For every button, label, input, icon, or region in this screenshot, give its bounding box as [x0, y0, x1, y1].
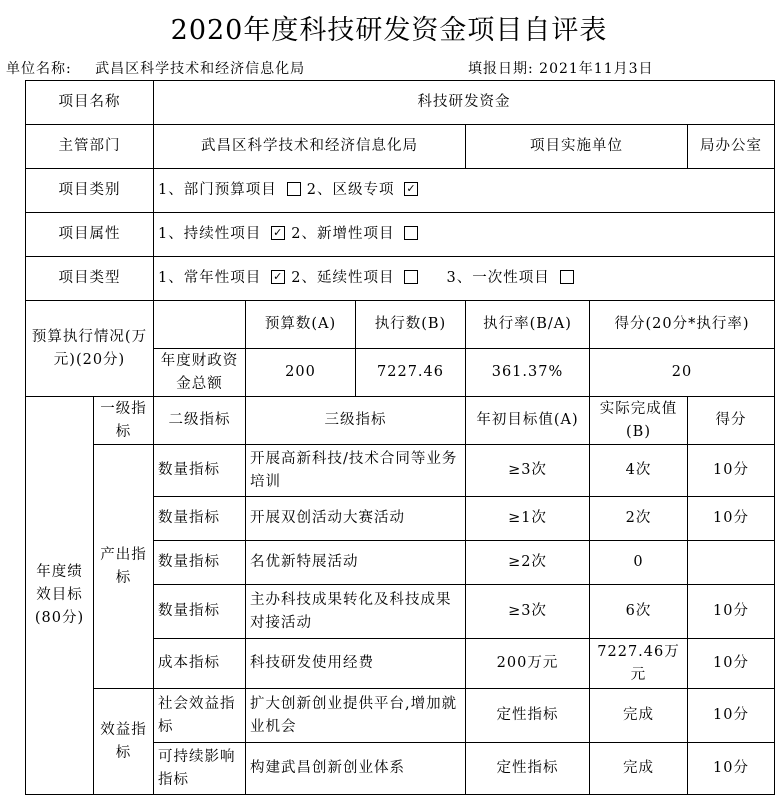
category-opt1: 1、部门预算项目	[158, 182, 277, 198]
h-level1: 一级指标	[94, 397, 154, 445]
budget-value: 200	[246, 349, 356, 397]
col-rate: 执行率(B/A)	[466, 301, 590, 349]
group-effect: 效益指标	[94, 689, 154, 795]
h-level3: 三级指标	[246, 397, 466, 445]
h-actual: 实际完成值(B)	[590, 397, 688, 445]
checkbox-icon[interactable]	[287, 182, 301, 196]
perf-section-label: 年度绩效目标(80分)	[26, 397, 94, 795]
l2-cell: 数量指标	[154, 541, 246, 585]
l3-cell: 构建武昌创新创业体系	[246, 743, 466, 795]
actual-cell: 4次	[590, 445, 688, 497]
l2-cell: 成本指标	[154, 639, 246, 689]
score-cell: 10分	[688, 445, 775, 497]
checkbox-icon[interactable]	[404, 270, 418, 284]
attr-label: 项目属性	[26, 213, 154, 257]
rate-value: 361.37%	[466, 349, 590, 397]
attr-opt1: 1、持续性项目	[158, 226, 262, 242]
category-label: 项目类别	[26, 169, 154, 213]
score-cell: 10分	[688, 743, 775, 795]
h-level2: 二级指标	[154, 397, 246, 445]
project-name-value: 科技研发资金	[154, 81, 775, 125]
target-cell: 定性指标	[466, 743, 590, 795]
type-opt1: 1、常年性项目	[158, 270, 262, 286]
target-cell: 200万元	[466, 639, 590, 689]
l3-cell: 扩大创新创业提供平台,增加就业机会	[246, 689, 466, 743]
unit-value: 武昌区科学技术和经济信息化局	[95, 61, 306, 77]
unit-name	[6, 58, 305, 78]
l3-cell: 名优新特展活动	[246, 541, 466, 585]
checkbox-checked-icon[interactable]: ✓	[406, 182, 417, 195]
target-cell: ≥3次	[466, 445, 590, 497]
score-value: 20	[590, 349, 775, 397]
h-score: 得分	[688, 397, 775, 445]
category-options	[154, 169, 775, 213]
h-target: 年初目标值(A)	[466, 397, 590, 445]
attr-options	[154, 213, 775, 257]
target-cell: ≥3次	[466, 585, 590, 639]
type-opt3: 3、一次性项目	[446, 270, 550, 286]
checkbox-icon[interactable]	[560, 270, 574, 284]
row-perf-header	[26, 397, 775, 445]
type-options	[154, 257, 775, 301]
l3-cell: 开展双创活动大赛活动	[246, 497, 466, 541]
category-opt2: 2、区级专项	[306, 182, 395, 198]
score-cell: 10分	[688, 689, 775, 743]
checkbox-checked-icon[interactable]: ✓	[273, 270, 284, 283]
table-row	[26, 689, 775, 743]
actual-cell: 2次	[590, 497, 688, 541]
l2-cell: 社会效益指标	[154, 689, 246, 743]
score-cell: 10分	[688, 639, 775, 689]
project-name-label: 项目名称	[26, 81, 154, 125]
score-cell	[688, 541, 775, 585]
checkbox-checked-icon[interactable]: ✓	[273, 226, 284, 239]
type-label: 项目类型	[26, 257, 154, 301]
col-budget: 预算数(A)	[246, 301, 356, 349]
actual-cell: 完成	[590, 689, 688, 743]
budget-blank	[154, 301, 246, 349]
row-category	[26, 169, 775, 213]
actual-cell: 7227.46万元	[590, 639, 688, 689]
date-label: 填报日期:	[468, 61, 534, 77]
row-department	[26, 125, 775, 169]
group-output: 产出指标	[94, 445, 154, 689]
table-row	[26, 445, 775, 497]
row-attribute	[26, 213, 775, 257]
fill-date	[468, 58, 654, 78]
budget-row-label: 年度财政资金总额	[154, 349, 246, 397]
attr-opt2: 2、新增性项目	[291, 226, 395, 242]
dept-label: 主管部门	[26, 125, 154, 169]
type-opt2: 2、延续性项目	[291, 270, 395, 286]
checkbox-icon[interactable]	[404, 226, 418, 240]
actual-cell: 6次	[590, 585, 688, 639]
exec-value: 7227.46	[356, 349, 466, 397]
dept-value: 武昌区科学技术和经济信息化局	[154, 125, 466, 169]
page-title: 2020年度科技研发资金项目自评表	[170, 15, 608, 46]
col-score: 得分(20分*执行率)	[590, 301, 775, 349]
actual-cell: 完成	[590, 743, 688, 795]
impl-value: 局办公室	[688, 125, 775, 169]
l2-cell: 数量指标	[154, 585, 246, 639]
row-type	[26, 257, 775, 301]
target-cell: ≥2次	[466, 541, 590, 585]
l2-cell: 数量指标	[154, 445, 246, 497]
score-cell: 10分	[688, 497, 775, 541]
unit-label: 单位名称:	[6, 61, 72, 77]
target-cell: 定性指标	[466, 689, 590, 743]
l3-cell: 科技研发使用经费	[246, 639, 466, 689]
col-exec: 执行数(B)	[356, 301, 466, 349]
target-cell: ≥1次	[466, 497, 590, 541]
l2-cell: 可持续影响指标	[154, 743, 246, 795]
score-cell: 10分	[688, 585, 775, 639]
impl-label: 项目实施单位	[466, 125, 688, 169]
date-value: 2021年11月3日	[539, 61, 654, 77]
l3-cell: 主办科技成果转化及科技成果对接活动	[246, 585, 466, 639]
actual-cell: 0	[590, 541, 688, 585]
row-budget-header	[26, 301, 775, 349]
evaluation-table	[25, 80, 775, 795]
l2-cell: 数量指标	[154, 497, 246, 541]
row-project-name	[26, 81, 775, 125]
budget-label: 预算执行情况(万元)(20分)	[26, 301, 154, 397]
l3-cell: 开展高新科技/技术合同等业务培训	[246, 445, 466, 497]
